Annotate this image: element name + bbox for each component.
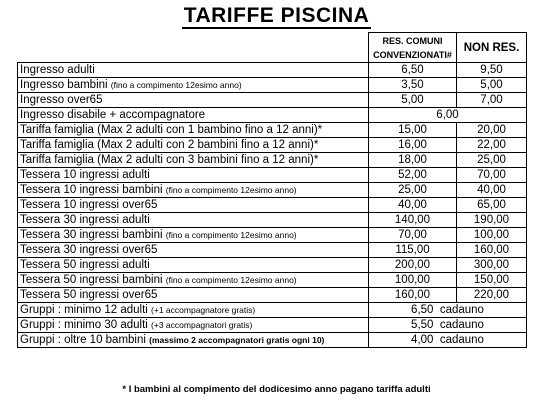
row-note: (fino a compimento 12esimo anno)	[165, 275, 297, 285]
table-row	[18, 78, 527, 93]
row-label: Tessera 50 ingressi adulti	[20, 259, 150, 271]
row-label-cell	[18, 213, 369, 228]
row-label-cell	[18, 78, 369, 93]
row-label-cell	[18, 228, 369, 243]
row-label-cell	[18, 168, 369, 183]
row-label: Ingresso over65	[20, 94, 103, 106]
row-label: Gruppi : minimo 12 adulti	[20, 304, 148, 316]
row-label: Tariffa famiglia (Max 2 adulti con 2 bambini fino a 12 anni)*	[20, 139, 319, 151]
price-res-cell: 200,00	[369, 258, 457, 273]
table-row	[18, 63, 527, 78]
table-row	[18, 213, 527, 228]
table-row	[18, 318, 527, 333]
price-res-cell: 18,00	[369, 153, 457, 168]
row-label: Ingresso disabile + accompagnatore	[20, 109, 206, 121]
price-res-cell: 6,50	[369, 63, 457, 78]
row-label: Tessera 10 ingressi bambini	[20, 184, 163, 196]
price-nonres-cell: 300,00	[457, 258, 527, 273]
row-label: Tessera 10 ingressi adulti	[20, 169, 150, 181]
row-label: Gruppi : oltre 10 bambini	[20, 334, 146, 346]
row-label-cell	[18, 243, 369, 258]
row-label-cell	[18, 288, 369, 303]
page-title: TARIFFE PISCINA	[183, 4, 370, 27]
price-nonres-cell: 220,00	[457, 288, 527, 303]
price-res-cell: 115,00	[369, 243, 457, 258]
row-label-cell	[18, 153, 369, 168]
price-nonres-cell: 40,00	[457, 183, 527, 198]
price-nonres-cell: 5,00	[457, 78, 527, 93]
table-row	[18, 228, 527, 243]
price-nonres-cell: 22,00	[457, 138, 527, 153]
header-res-line1: RES. COMUNI	[382, 35, 443, 46]
header-blank-cell	[18, 33, 369, 63]
row-label: Ingresso adulti	[20, 64, 95, 76]
price-merged-cell: 4,00 cadauno	[369, 333, 527, 348]
table-row	[18, 183, 527, 198]
row-label-cell	[18, 303, 369, 318]
price-res-cell: 3,50	[369, 78, 457, 93]
price-res-cell: 140,00	[369, 213, 457, 228]
row-label-cell	[18, 198, 369, 213]
price-nonres-cell: 160,00	[457, 243, 527, 258]
price-res-cell: 52,00	[369, 168, 457, 183]
header-non-res: NON RES.	[457, 33, 527, 63]
row-note: (fino a compimento 12esimo anno)	[165, 230, 297, 240]
price-merged-cell: 6,00	[369, 108, 527, 123]
price-nonres-cell: 65,00	[457, 198, 527, 213]
price-merged-cell: 5,50 cadauno	[369, 318, 527, 333]
row-label: Tariffa famiglia (Max 2 adulti con 1 bambino fino a 12 anni)*	[20, 124, 323, 136]
price-res-cell: 70,00	[369, 228, 457, 243]
price-merged-cell: 6,50 cadauno	[369, 303, 527, 318]
row-label-cell	[18, 318, 369, 333]
table-row	[18, 123, 527, 138]
row-label: Tessera 30 ingressi bambini	[20, 229, 163, 241]
header-res-comuni	[369, 33, 457, 63]
row-note: (massimo 2 accompagnatori gratis ogni 10)	[149, 335, 325, 345]
footnote: * I bambini al compimento del dodicesimo anno pagano tariffa adulti	[122, 384, 431, 395]
table-row	[18, 243, 527, 258]
table-header-row	[18, 33, 527, 63]
row-note: (+1 accompagnatore gratis)	[151, 305, 256, 315]
table-row	[18, 333, 527, 348]
row-label-cell	[18, 108, 369, 123]
row-label-cell	[18, 63, 369, 78]
price-nonres-cell: 20,00	[457, 123, 527, 138]
row-label: Ingresso bambini	[20, 79, 108, 91]
row-label-cell	[18, 123, 369, 138]
row-label-cell	[18, 93, 369, 108]
table-row	[18, 168, 527, 183]
row-label: Tessera 30 ingressi adulti	[20, 214, 150, 226]
table-row	[18, 93, 527, 108]
row-label-cell	[18, 333, 369, 348]
price-nonres-cell: 7,00	[457, 93, 527, 108]
table-row	[18, 303, 527, 318]
tariffe-table	[17, 32, 527, 348]
header-res-line2: CONVENZIONATI#	[373, 49, 452, 60]
row-note: (fino a compimento 12esimo anno)	[165, 185, 297, 195]
price-res-cell: 16,00	[369, 138, 457, 153]
row-label: Tessera 30 ingressi over65	[20, 244, 158, 256]
price-res-cell: 15,00	[369, 123, 457, 138]
price-res-cell: 40,00	[369, 198, 457, 213]
row-label: Gruppi : minimo 30 adulti	[20, 319, 148, 331]
row-note: (+3 accompagnatori gratis)	[151, 320, 253, 330]
row-label: Tessera 50 ingressi bambini	[20, 274, 163, 286]
row-label-cell	[18, 138, 369, 153]
row-label-cell	[18, 273, 369, 288]
table-row	[18, 258, 527, 273]
price-nonres-cell: 70,00	[457, 168, 527, 183]
table-row	[18, 198, 527, 213]
price-nonres-cell: 25,00	[457, 153, 527, 168]
table-row	[18, 108, 527, 123]
price-res-cell: 5,00	[369, 93, 457, 108]
row-label: Tariffa famiglia (Max 2 adulti con 3 bambini fino a 12 anni)*	[20, 154, 319, 166]
row-label: Tessera 50 ingressi over65	[20, 289, 158, 301]
price-res-cell: 160,00	[369, 288, 457, 303]
price-res-cell: 25,00	[369, 183, 457, 198]
price-nonres-cell: 150,00	[457, 273, 527, 288]
price-nonres-cell: 100,00	[457, 228, 527, 243]
table-row	[18, 138, 527, 153]
row-note: (fino a compimento 12esimo anno)	[110, 80, 242, 90]
price-res-cell: 100,00	[369, 273, 457, 288]
row-label-cell	[18, 258, 369, 273]
table-row	[18, 273, 527, 288]
row-label: Tessera 10 ingressi over65	[20, 199, 158, 211]
row-label-cell	[18, 183, 369, 198]
price-nonres-cell: 190,00	[457, 213, 527, 228]
table-row	[18, 153, 527, 168]
table-row	[18, 288, 527, 303]
price-nonres-cell: 9,50	[457, 63, 527, 78]
